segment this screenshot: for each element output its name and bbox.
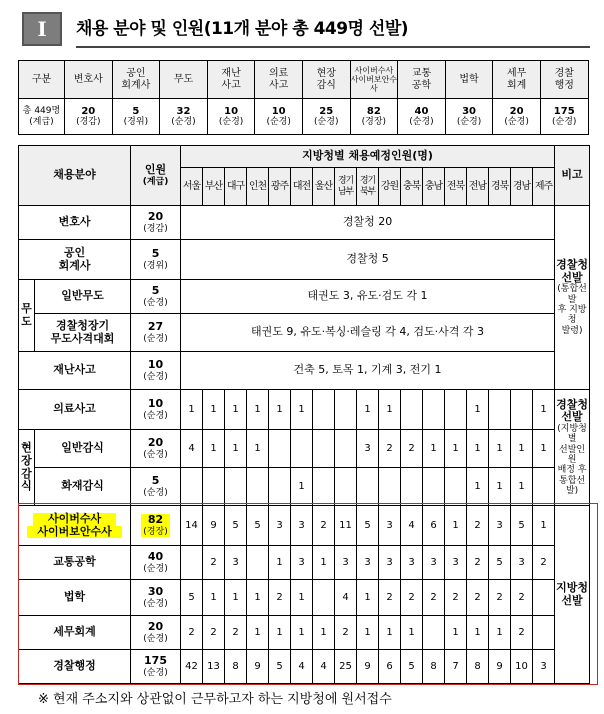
summary-col-header: 의료 사고 <box>255 61 303 99</box>
summary-header-row <box>19 61 589 99</box>
region-count-cell <box>313 580 335 616</box>
region-count-cell: 1 <box>489 468 511 506</box>
region-count-cell <box>489 390 511 430</box>
region-count-cell <box>291 430 313 468</box>
region-count-cell: 1 <box>181 390 203 430</box>
row-traffic <box>19 546 590 580</box>
region-count-cell: 9 <box>489 650 511 684</box>
allocation-header-row <box>19 146 590 168</box>
region-count-cell: 5 <box>489 546 511 580</box>
row-label: 교통공학 <box>19 546 131 580</box>
row-count: 27 (순경) <box>131 314 181 352</box>
region-count-cell: 6 <box>423 506 445 546</box>
region-count-cell: 3 <box>379 506 401 546</box>
region-count-cell: 9 <box>247 650 269 684</box>
count-header: 인원 (계급) <box>131 146 181 206</box>
region-count-cell: 2 <box>511 580 533 616</box>
row-label: 경찰행정 <box>19 650 131 684</box>
region-count-cell <box>313 390 335 430</box>
row-count: 20 (순경) <box>131 430 181 468</box>
summary-col-header: 법학 <box>445 61 493 99</box>
region-count-cell <box>269 468 291 506</box>
row-police-admin <box>19 650 590 684</box>
summary-value: 82 (경장) <box>350 99 398 135</box>
region-count-cell: 1 <box>467 468 489 506</box>
region-count-cell: 2 <box>489 580 511 616</box>
region-count-cell <box>379 468 401 506</box>
region-count-cell <box>225 468 247 506</box>
region-name: 경북 <box>489 168 511 206</box>
section-number-badge: Ⅰ <box>22 12 62 46</box>
group-label-martial: 무도 <box>19 280 35 352</box>
row-allocation: 경찰청 20 <box>181 206 555 240</box>
row-count: 20 (순경) <box>131 616 181 650</box>
region-count-cell: 2 <box>401 580 423 616</box>
region-count-cell <box>247 546 269 580</box>
region-count-cell: 1 <box>423 430 445 468</box>
region-count-cell: 1 <box>269 546 291 580</box>
summary-col-header: 공인 회계사 <box>112 61 160 99</box>
region-count-cell <box>533 616 555 650</box>
row-count: 5 (순경) <box>131 468 181 506</box>
region-count-cell: 2 <box>445 580 467 616</box>
row-tax <box>19 616 590 650</box>
region-count-cell: 2 <box>203 546 225 580</box>
region-count-cell: 3 <box>291 506 313 546</box>
region-count-cell: 1 <box>379 616 401 650</box>
region-count-cell: 3 <box>511 546 533 580</box>
region-count-cell <box>335 390 357 430</box>
region-count-cell: 3 <box>357 546 379 580</box>
summary-col-header: 세무 회계 <box>493 61 541 99</box>
region-count-cell: 1 <box>247 616 269 650</box>
summary-col-header: 교통 공학 <box>398 61 446 99</box>
region-name: 서울 <box>181 168 203 206</box>
region-count-cell: 1 <box>291 616 313 650</box>
region-count-cell: 1 <box>357 616 379 650</box>
region-count-cell <box>269 430 291 468</box>
section-title: 채용 분야 및 인원(11개 분야 총 449명 선발) <box>76 19 409 39</box>
region-count-cell: 3 <box>291 546 313 580</box>
region-count-cell: 1 <box>291 468 313 506</box>
region-count-cell: 2 <box>225 616 247 650</box>
region-count-cell: 5 <box>247 506 269 546</box>
region-name: 대구 <box>225 168 247 206</box>
row-count: 5 (경위) <box>131 240 181 280</box>
region-count-cell: 11 <box>335 506 357 546</box>
region-count-cell: 1 <box>225 390 247 430</box>
region-count-cell: 1 <box>533 390 555 430</box>
row-cpa <box>19 240 590 280</box>
region-name: 광주 <box>269 168 291 206</box>
row-martial-general <box>19 280 590 314</box>
region-count-cell: 14 <box>181 506 203 546</box>
region-count-cell: 3 <box>357 430 379 468</box>
region-count-cell <box>401 468 423 506</box>
summary-value: 5 (경위) <box>112 99 160 135</box>
region-count-cell: 4 <box>181 430 203 468</box>
region-count-cell: 1 <box>357 580 379 616</box>
region-count-cell: 3 <box>379 546 401 580</box>
row-allocation: 태권도 9, 유도·복싱·레슬링 각 4, 검도·사격 각 3 <box>181 314 555 352</box>
row-scene-fire <box>19 468 590 506</box>
summary-col-header: 변호사 <box>65 61 113 99</box>
summary-values-row <box>19 99 589 135</box>
region-name: 인천 <box>247 168 269 206</box>
region-count-cell: 1 <box>203 390 225 430</box>
region-count-cell <box>181 468 203 506</box>
region-count-cell: 2 <box>467 506 489 546</box>
summary-value: 10 (순경) <box>255 99 303 135</box>
region-count-cell: 3 <box>533 650 555 684</box>
region-count-cell: 5 <box>511 506 533 546</box>
region-name: 경기북부 <box>357 168 379 206</box>
region-count-cell <box>181 546 203 580</box>
region-name: 울산 <box>313 168 335 206</box>
region-count-cell: 1 <box>203 580 225 616</box>
region-count-cell: 8 <box>467 650 489 684</box>
region-count-cell: 1 <box>225 430 247 468</box>
region-count-cell <box>357 468 379 506</box>
region-count-cell: 1 <box>247 430 269 468</box>
row-label: 세무회계 <box>19 616 131 650</box>
region-count-cell <box>313 468 335 506</box>
summary-value: 32 (순경) <box>160 99 208 135</box>
region-count-cell: 1 <box>445 506 467 546</box>
region-count-cell: 13 <box>203 650 225 684</box>
row-label: 변호사 <box>19 206 131 240</box>
summary-value: 25 (순경) <box>302 99 350 135</box>
region-count-cell: 1 <box>225 580 247 616</box>
region-count-cell: 1 <box>401 616 423 650</box>
region-count-cell: 7 <box>445 650 467 684</box>
region-count-cell: 4 <box>335 580 357 616</box>
region-count-cell: 10 <box>511 650 533 684</box>
summary-value: 30 (순경) <box>445 99 493 135</box>
note-regional: 지방청 선발 <box>555 506 590 684</box>
region-count-cell: 1 <box>511 430 533 468</box>
region-count-cell: 2 <box>379 430 401 468</box>
note-central-integrated: 경찰청 선발 (통합선발 후 지방청 발령) <box>555 206 590 390</box>
region-count-cell: 2 <box>269 580 291 616</box>
region-count-cell: 2 <box>467 546 489 580</box>
summary-table <box>18 60 589 135</box>
region-count-cell: 1 <box>203 430 225 468</box>
region-header: 지방청별 채용예정인원(명) <box>181 146 555 168</box>
region-count-cell: 1 <box>269 616 291 650</box>
footnote: ※ 현재 주소지와 상관없이 근무하고자 하는 지방청에 원서접수 <box>38 692 392 707</box>
region-count-cell: 2 <box>379 580 401 616</box>
region-count-cell <box>423 616 445 650</box>
region-count-cell: 2 <box>335 616 357 650</box>
region-count-cell: 2 <box>533 546 555 580</box>
allocation-table <box>18 145 590 684</box>
row-label: 일반감식 <box>35 430 131 468</box>
summary-col-header: 구분 <box>19 61 65 99</box>
region-count-cell: 5 <box>181 580 203 616</box>
region-count-cell <box>445 468 467 506</box>
region-count-cell: 1 <box>467 390 489 430</box>
region-count-cell: 42 <box>181 650 203 684</box>
region-count-cell: 1 <box>313 616 335 650</box>
region-count-cell: 4 <box>291 650 313 684</box>
region-count-cell: 4 <box>401 506 423 546</box>
region-count-cell: 5 <box>269 650 291 684</box>
row-count: 20 (경감) <box>131 206 181 240</box>
region-count-cell: 2 <box>203 616 225 650</box>
row-allocation: 경찰청 5 <box>181 240 555 280</box>
row-lawyer <box>19 206 590 240</box>
region-count-cell <box>423 468 445 506</box>
row-scene-general <box>19 430 590 468</box>
row-label: 의료사고 <box>19 390 131 430</box>
region-count-cell: 3 <box>489 506 511 546</box>
region-count-cell <box>533 468 555 506</box>
summary-col-header: 현장 감식 <box>302 61 350 99</box>
row-disaster <box>19 352 590 390</box>
row-allocation: 건축 5, 토목 1, 기계 3, 전기 1 <box>181 352 555 390</box>
row-law <box>19 580 590 616</box>
summary-col-header: 무도 <box>160 61 208 99</box>
region-count-cell <box>533 580 555 616</box>
region-count-cell: 2 <box>401 430 423 468</box>
summary-col-header: 경찰 행정 <box>540 61 588 99</box>
region-count-cell: 9 <box>203 506 225 546</box>
summary-col-header: 재난 사고 <box>207 61 255 99</box>
region-count-cell: 6 <box>379 650 401 684</box>
region-count-cell: 1 <box>247 390 269 430</box>
row-count: 30 (순경) <box>131 580 181 616</box>
region-count-cell: 5 <box>225 506 247 546</box>
region-name: 제주 <box>533 168 555 206</box>
region-count-cell: 1 <box>489 430 511 468</box>
region-name: 대전 <box>291 168 313 206</box>
region-count-cell: 9 <box>357 650 379 684</box>
region-count-cell: 1 <box>445 430 467 468</box>
region-count-cell: 1 <box>379 390 401 430</box>
region-count-cell: 1 <box>511 468 533 506</box>
row-martial-competition <box>19 314 590 352</box>
row-count: 10 (순경) <box>131 390 181 430</box>
region-count-cell: 1 <box>291 390 313 430</box>
summary-value: 20 (순경) <box>493 99 541 135</box>
region-count-cell: 1 <box>247 580 269 616</box>
region-count-cell: 1 <box>467 430 489 468</box>
region-name: 경남 <box>511 168 533 206</box>
region-name: 부산 <box>203 168 225 206</box>
region-name: 충북 <box>401 168 423 206</box>
region-count-cell: 2 <box>313 506 335 546</box>
field-header: 채용분야 <box>19 146 131 206</box>
note-central-regional: 경찰청 선발 (지방청별 선발인원 배정 후 통합선발) <box>555 390 590 506</box>
region-name: 전남 <box>467 168 489 206</box>
region-count-cell <box>335 430 357 468</box>
row-label: 화재감식 <box>35 468 131 506</box>
row-count: 10 (순경) <box>131 352 181 390</box>
region-count-cell: 2 <box>181 616 203 650</box>
region-count-cell: 25 <box>335 650 357 684</box>
region-count-cell: 1 <box>533 430 555 468</box>
region-count-cell: 5 <box>357 506 379 546</box>
note-header: 비고 <box>555 146 590 206</box>
region-name: 전북 <box>445 168 467 206</box>
row-label: 경찰청장기 무도사격대회 <box>35 314 131 352</box>
region-count-cell: 1 <box>445 616 467 650</box>
region-count-cell: 1 <box>313 546 335 580</box>
summary-value: 40 (순경) <box>398 99 446 135</box>
region-count-cell: 1 <box>489 616 511 650</box>
region-count-cell: 3 <box>401 546 423 580</box>
region-count-cell: 2 <box>423 580 445 616</box>
group-label-scene: 현장 감식 <box>19 430 35 506</box>
title-underline <box>76 46 590 48</box>
region-count-cell: 1 <box>467 616 489 650</box>
section-header <box>14 10 590 52</box>
summary-value: 총 449명 (계급) <box>19 99 65 135</box>
row-count: 175 (순경) <box>131 650 181 684</box>
region-count-cell: 1 <box>533 506 555 546</box>
region-count-cell: 2 <box>511 616 533 650</box>
row-count: 5 (순경) <box>131 280 181 314</box>
region-count-cell: 8 <box>423 650 445 684</box>
row-label: 재난사고 <box>19 352 131 390</box>
row-label: 사이버수사 사이버보안수사 <box>19 506 131 546</box>
row-cyber <box>19 506 590 546</box>
row-label: 법학 <box>19 580 131 616</box>
region-count-cell: 2 <box>467 580 489 616</box>
row-count: 40 (순경) <box>131 546 181 580</box>
region-count-cell: 3 <box>423 546 445 580</box>
summary-value: 10 (순경) <box>207 99 255 135</box>
row-medical <box>19 390 590 430</box>
region-name: 경기남부 <box>335 168 357 206</box>
region-count-cell <box>445 390 467 430</box>
region-name: 강원 <box>379 168 401 206</box>
region-count-cell <box>511 390 533 430</box>
row-allocation: 태권도 3, 유도·검도 각 1 <box>181 280 555 314</box>
summary-value: 20 (경감) <box>65 99 113 135</box>
summary-value: 175 (순경) <box>540 99 588 135</box>
region-count-cell: 5 <box>401 650 423 684</box>
summary-col-header: 사이버수사 사이버보안수사 <box>350 61 398 99</box>
row-label: 일반무도 <box>35 280 131 314</box>
region-count-cell: 4 <box>313 650 335 684</box>
region-count-cell <box>313 430 335 468</box>
row-count: 82 (경장) <box>131 506 181 546</box>
region-count-cell: 3 <box>445 546 467 580</box>
region-count-cell: 1 <box>291 580 313 616</box>
region-name: 충남 <box>423 168 445 206</box>
region-count-cell: 3 <box>269 506 291 546</box>
region-count-cell <box>423 390 445 430</box>
region-count-cell: 1 <box>357 390 379 430</box>
row-label: 공인 회계사 <box>19 240 131 280</box>
region-count-cell <box>401 390 423 430</box>
region-count-cell <box>335 468 357 506</box>
region-count-cell: 3 <box>225 546 247 580</box>
region-count-cell: 3 <box>335 546 357 580</box>
region-count-cell: 1 <box>269 390 291 430</box>
region-count-cell: 8 <box>225 650 247 684</box>
region-count-cell <box>247 468 269 506</box>
region-count-cell <box>203 468 225 506</box>
